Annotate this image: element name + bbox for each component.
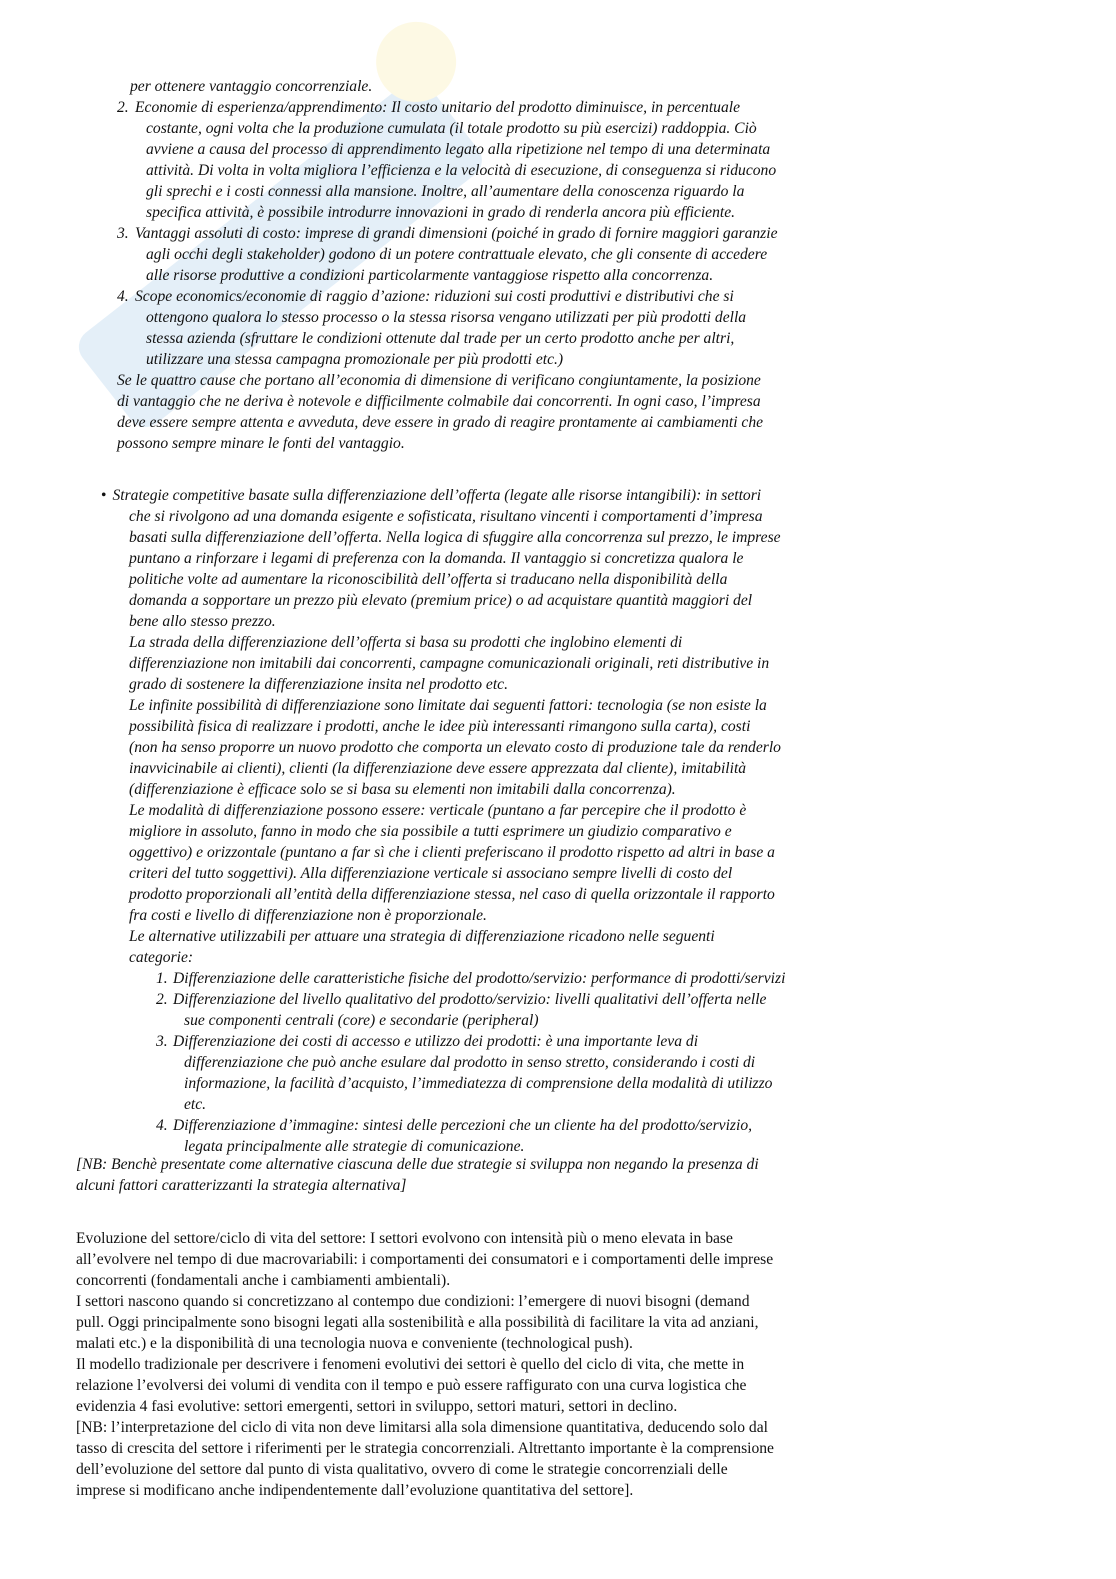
list-item-line: Scope economics/economie di raggio d’azione: riduzioni sui costi produttivi e distributivi che si bbox=[135, 288, 734, 305]
body-line: prodotto proporzionali all’entità della differenziazione stessa, nel caso di quella orizzontale il rapporto bbox=[129, 886, 775, 903]
body-line: puntano a rinforzare i legami di preferenza con la domanda. Il vantaggio si concretizza qualora le bbox=[129, 550, 744, 567]
top-section bbox=[130, 76, 372, 97]
section-heading: Strategie competitive basate sulla differenziazione dell’offerta (legate alle risorse intangibili): in settori bbox=[112, 487, 762, 504]
summary-line: deve essere sempre attenta e avveduta, deve essere in grado di reagire prontamente ai cambiamenti che bbox=[117, 414, 764, 431]
categories-list bbox=[129, 968, 785, 1157]
list-item-line: specifica attività, è possibile introdurre innovazioni in grado di renderla ancora più efficiente. bbox=[146, 204, 736, 221]
list-item-line: legata principalmente alle strategie di comunicazione. bbox=[184, 1138, 525, 1155]
body-line: Le modalità di differenziazione possono essere: verticale (puntano a far percepire che il prodotto è bbox=[129, 802, 747, 819]
list-item-line: costante, ogni volta che la produzione cumulata (il totale prodotto su più esercizi) raddoppia. Ciò bbox=[146, 120, 757, 137]
body-line: criteri del tutto soggettivi). Alla differenziazione verticale si associano sempre livelli di costo del bbox=[129, 865, 733, 882]
body-line: grado di sostenere la differenziazione insita nel prodotto etc. bbox=[129, 676, 508, 693]
note-line: [NB: Benchè presentate come alternative ciascuna delle due strategie si sviluppa non negando la presenza di bbox=[76, 1156, 759, 1173]
list-item-line: sue componenti centrali (core) e secondarie (peripheral) bbox=[184, 1012, 539, 1029]
list-item-line: avviene a causa del processo di apprendimento legato alla ripetizione nel tempo di una determinata bbox=[146, 141, 771, 158]
list-item-line: gli sprechi e i costi connessi alla mansione. Inoltre, all’aumentare della conoscenza riguardo la bbox=[146, 183, 745, 200]
list-item-line: Differenziazione del livello qualitativo del prodotto/servizio: livelli qualitativi dell’offerta nelle bbox=[173, 991, 767, 1008]
list-item bbox=[156, 968, 785, 989]
list-item-line: informazione, la facilità d’acquisto, l’immediatezza di comprensione della modalità di utilizzo bbox=[184, 1075, 773, 1092]
body-line: Le alternative utilizzabili per attuare una strategia di differenziazione ricadono nelle seguenti bbox=[129, 928, 715, 945]
bullet-line bbox=[101, 485, 785, 506]
list-item bbox=[117, 223, 778, 286]
list-item-line: stessa azienda (sfruttare le condizioni ottenute dal trade per un certo prodotto anche per altri, bbox=[146, 330, 735, 347]
body-line: [NB: l’interpretazione del ciclo di vita non deve limitarsi alla sola dimensione quantitativa, deducendo solo dal bbox=[76, 1419, 768, 1436]
list-item-line: agli occhi degli stakeholder) godono di un potere contrattuale elevato, che gli consente di accedere bbox=[146, 246, 768, 263]
body-line: migliore in assoluto, fanno in modo che sia possibile a tutti esprimere un giudizio comparativo e bbox=[129, 823, 732, 840]
body-line: (non ha senso proporre un nuovo prodotto che comporta un elevato costo di produzione tale da renderlo bbox=[129, 739, 781, 756]
list-item-line: Differenziazione dei costi di accesso e utilizzo dei prodotti: è una importante leva di bbox=[173, 1033, 699, 1050]
differentiation-section bbox=[101, 485, 785, 1157]
body-line: inavvicinabile ai clienti), clienti (la differenziazione deve essere apprezzata dal cliente), imitabilità bbox=[129, 760, 747, 777]
list-item-number: 1. bbox=[156, 970, 168, 987]
body-line: domanda a sopportare un prezzo più elevato (premium price) o ad acquistare quantità maggiori del bbox=[129, 592, 753, 609]
body-line: Evoluzione del settore/ciclo di vita del settore: I settori evolvono con intensità più o meno elevata in base bbox=[76, 1230, 733, 1247]
list-item-number: 2. bbox=[117, 99, 129, 116]
note-paragraph bbox=[76, 1154, 759, 1196]
body-line: bene allo stesso prezzo. bbox=[129, 613, 276, 630]
list-item bbox=[156, 989, 785, 1031]
body-line: La strada della differenziazione dell’offerta si basa su prodotti che inglobino elementi di bbox=[129, 634, 683, 651]
list-item-number: 4. bbox=[156, 1117, 168, 1134]
body-line: basati sulla differenziazione dell’offerta. Nella logica di sfuggire alla concorrenza sul prezzo, le imprese bbox=[129, 529, 781, 546]
list-item bbox=[117, 286, 778, 370]
body-line: fra costi e livello di differenziazione non è proporzionale. bbox=[129, 907, 487, 924]
body-line: evidenzia 4 fasi evolutive: settori emergenti, settori in sviluppo, settori maturi, settori in declino. bbox=[76, 1398, 678, 1415]
list-item-number: 3. bbox=[156, 1033, 168, 1050]
body-line: politiche volte ad aumentare la riconoscibilità dell’offerta si traducano nella disponibilità della bbox=[129, 571, 728, 588]
list-item-line: ottengono qualora lo stesso processo o la stessa risorsa vengano utilizzati per più prodotti della bbox=[146, 309, 747, 326]
summary-line: possono sempre minare le fonti del vantaggio. bbox=[117, 435, 405, 452]
top-list bbox=[117, 97, 778, 370]
list-item-number: 3. bbox=[117, 225, 129, 242]
list-item-line: utilizzare una stessa campagna promozionale per più prodotti etc.) bbox=[146, 351, 564, 368]
bullet-icon: • bbox=[101, 487, 107, 504]
body-line: tasso di crescita del settore i riferimenti per le strategia concorrenziali. Altrettanto importante è la comprensione bbox=[76, 1440, 774, 1457]
section-body bbox=[101, 506, 785, 1157]
list-item-line: alle risorse produttive a condizioni particolarmente vantaggiose rispetto alla concorrenza. bbox=[146, 267, 714, 284]
body-line: relazione l’evolversi dei volumi di vendita con il tempo e può essere raffigurato con una curva logistica che bbox=[76, 1377, 747, 1394]
body-line: (differenziazione è efficace solo se si basa su elementi non imitabili dalla concorrenza). bbox=[129, 781, 676, 798]
list-item bbox=[156, 1031, 785, 1115]
summary-paragraph bbox=[117, 370, 763, 454]
summary-line: di vantaggio che ne deriva è notevole e difficilmente colmabile dai concorrenti. In ogni caso, l’impresa bbox=[117, 393, 761, 410]
intro-line: per ottenere vantaggio concorrenziale. bbox=[130, 78, 373, 95]
body-line: concorrenti (fondamentali anche i cambiamenti ambientali). bbox=[76, 1272, 451, 1289]
list-item-number: 4. bbox=[117, 288, 129, 305]
list-item-line: Differenziazione d’immagine: sintesi delle percezioni che un cliente ha del prodotto/servizio, bbox=[173, 1117, 753, 1134]
body-line: Il modello tradizionale per descrivere i fenomeni evolutivi dei settori è quello del ciclo di vita, che mette in bbox=[76, 1356, 745, 1373]
list-item bbox=[156, 1115, 785, 1157]
body-line: oggettivo) e orizzontale (puntano a far sì che i clienti preferiscano il prodotto rispetto ad altri in base a bbox=[129, 844, 775, 861]
body-line: categorie: bbox=[129, 949, 194, 966]
body-line: malati etc.) e la disponibilità di una tecnologia nuova e conveniente (technological push). bbox=[76, 1335, 633, 1352]
list-item-line: attività. Di volta in volta migliora l’efficienza e la velocità di esecuzione, di conseguenza si riducono bbox=[146, 162, 777, 179]
list-item-line: Differenziazione delle caratteristiche fisiche del prodotto/servizio: performance di prodotti/servizi bbox=[173, 970, 786, 987]
body-line: all’evolvere nel tempo di due macrovariabili: i comportamenti dei consumatori e i comportamenti delle imprese bbox=[76, 1251, 774, 1268]
body-line: differenziazione non imitabili dai concorrenti, campagne comunicazionali originali, reti distributive in bbox=[129, 655, 770, 672]
body-line: I settori nascono quando si concretizzano al contempo due condizioni: l’emergere di nuovi bisogni (demand bbox=[76, 1293, 750, 1310]
note-line: alcuni fattori caratterizzanti la strategia alternativa] bbox=[76, 1177, 407, 1194]
list-item-line: Economie di esperienza/apprendimento: Il costo unitario del prodotto diminuisce, in percentuale bbox=[135, 99, 741, 116]
body-line: che si rivolgono ad una domanda esigente e sofisticata, risultano vincenti i comportamenti d’impresa bbox=[129, 508, 763, 525]
list-item-number: 2. bbox=[156, 991, 168, 1008]
body-line: imprese si modificano anche indipendentemente dall’evoluzione quantitativa del settore]. bbox=[76, 1482, 634, 1499]
list-item bbox=[117, 97, 778, 223]
body-line: Le infinite possibilità di differenziazione sono limitate dai seguenti fattori: tecnologia (se non esiste la bbox=[129, 697, 767, 714]
evolution-section bbox=[76, 1228, 774, 1501]
list-item-line: Vantaggi assoluti di costo: imprese di grandi dimensioni (poiché in grado di fornire maggiori garanzie bbox=[135, 225, 778, 242]
body-line: pull. Oggi principalmente sono bisogni legati alla sostenibilità e alla possibilità di facilitare la vita ad anziani, bbox=[76, 1314, 759, 1331]
summary-line: Se le quattro cause che portano all’economia di dimensione di verificano congiuntamente, la posizione bbox=[117, 372, 761, 389]
body-line: possibilità fisica di realizzare i prodotti, anche le idee più interessanti rimangono sulla carta), costi bbox=[129, 718, 751, 735]
list-item-line: differenziazione che può anche esulare dal prodotto in senso stretto, considerando i costi di bbox=[184, 1054, 756, 1071]
body-line: dell’evoluzione del settore dal punto di vista qualitativo, ovvero di come le strategie concorrenziali delle bbox=[76, 1461, 728, 1478]
list-item-line: etc. bbox=[184, 1096, 207, 1113]
